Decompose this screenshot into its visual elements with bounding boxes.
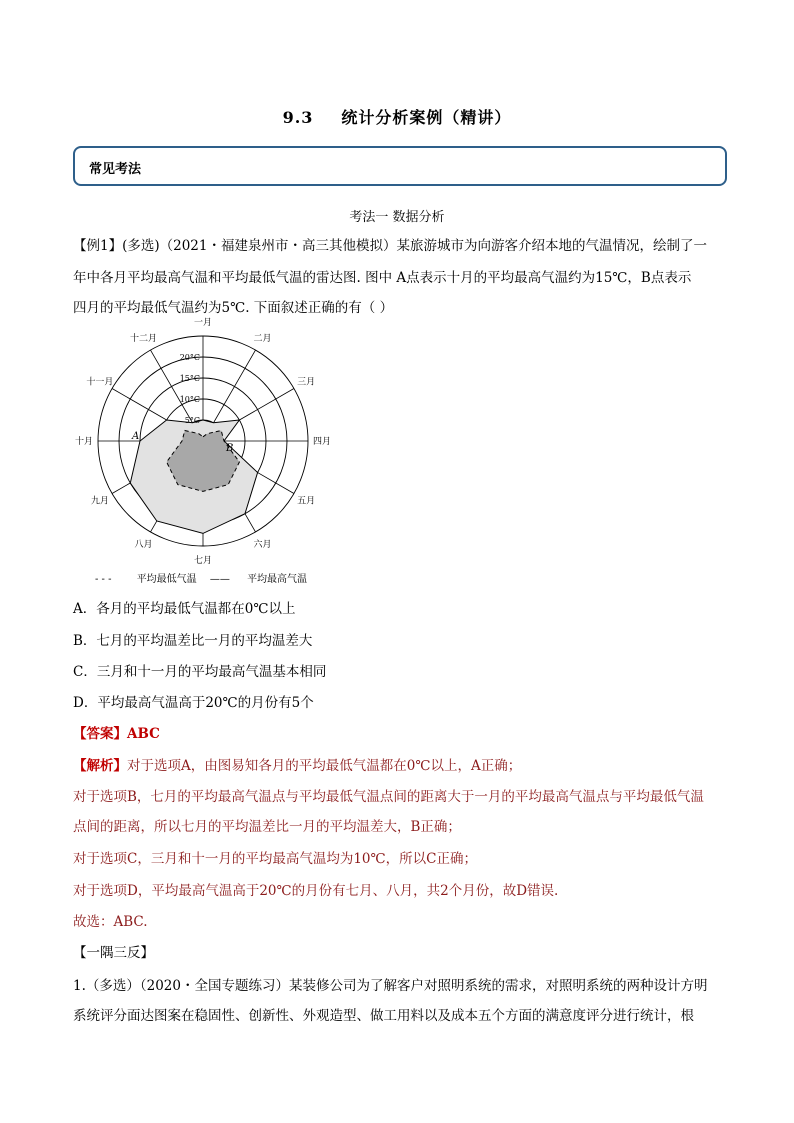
practice-line-2: 系统评分面达图案在稳固性、创新性、外观造型、做工用料以及成本五个方面的满意度评分进行统计，根 [73, 1008, 694, 1024]
month-label: 三月 [297, 377, 316, 388]
page-title [0, 105, 794, 128]
month-label: 一月 [193, 318, 213, 328]
radial-tick-label: 10°C [179, 395, 200, 404]
analysis-line-5: 对于选项D，平均最高气温高于20℃的月份有七月、八月，共2个月份，故D错误. [73, 883, 559, 899]
legend-low-label: 平均最低气温 [136, 574, 197, 585]
month-label: 二月 [253, 333, 272, 344]
month-label: 五月 [297, 496, 316, 507]
answer-label: 【答案】 [73, 726, 127, 742]
month-label: 十一月 [86, 377, 114, 388]
point-label-A: A [132, 431, 140, 442]
example-line-2: 年中各月平均最高气温和平均最低气温的雷达图. 图中 A点表示十月的平均最高气温约为15℃，B点表示 [73, 270, 692, 286]
option-a: A．各月的平均最低气温都在0℃以上 [73, 601, 296, 617]
section-header-box [73, 146, 727, 186]
analysis-line-1 [73, 755, 733, 777]
legend-low-symbol: - - - [95, 574, 112, 585]
title-text: 统计分析案例（精讲） [341, 108, 512, 127]
month-label: 十二月 [129, 333, 158, 344]
option-d: D．平均最高气温高于20℃的月份有5个 [73, 695, 314, 711]
legend-high-symbol: —— [209, 574, 230, 585]
month-label: 八月 [134, 540, 153, 551]
option-b: B．七月的平均温差比一月的平均温差大 [73, 633, 313, 649]
analysis-line-4: 对于选项C，三月和十一月的平均最高气温均为10℃，所以C正确； [73, 851, 477, 867]
radial-tick-label: 20°C [179, 353, 200, 362]
chart-legend [95, 570, 307, 585]
month-label: 七月 [193, 556, 213, 566]
practice-line-1: 1.（多选）（2020・全国专题练习）某装修公司为了解客户对照明系统的需求，对照明系统的两种设计方明 [73, 978, 708, 994]
radial-tick-label: 15°C [179, 374, 200, 383]
example-line-3: 四月的平均最低气温约为5℃. 下面叙述正确的有（ ） [73, 300, 394, 316]
section-number: 9.3 [282, 108, 314, 127]
radial-tick-labels [180, 353, 200, 425]
method-title: 考法一 数据分析 [349, 210, 445, 225]
option-c: C．三月和十一月的平均最高气温基本相同 [73, 664, 327, 680]
section-label: 常见考法 [89, 162, 142, 177]
month-label: 九月 [90, 496, 109, 507]
analysis-line-6: 故选：ABC. [73, 914, 148, 930]
radial-tick-label: 5°C [184, 416, 200, 425]
analysis-line-2: 对于选项B，七月的平均最高气温点与平均最低气温点间的距离大于一月的平均最高气温点与平均最低气温 [73, 789, 704, 805]
answer-value: ABC [127, 726, 160, 742]
example-line-1: 【例1】(多选)（2021・福建泉州市・高三其他模拟）某旅游城市为向游客介绍本地的气温情况，绘制了一 [73, 238, 707, 254]
legend-high-label: 平均最高气温 [247, 574, 308, 585]
answer [73, 723, 733, 745]
radar-chart [68, 318, 338, 566]
analysis-label: 【解析】 [73, 758, 127, 774]
month-label: 十月 [74, 437, 94, 447]
analysis-text-1: 对于选项A，由图易知各月的平均最低气温都在0℃以上，A正确； [127, 758, 522, 774]
point-label-B: B [226, 443, 234, 454]
month-label: 六月 [253, 540, 272, 551]
month-label: 四月 [312, 437, 332, 447]
practice-header: 【一隅三反】 [73, 945, 154, 961]
analysis-line-3: 点间的距离，所以七月的平均温差比一月的平均温差大，B正确； [73, 819, 461, 835]
